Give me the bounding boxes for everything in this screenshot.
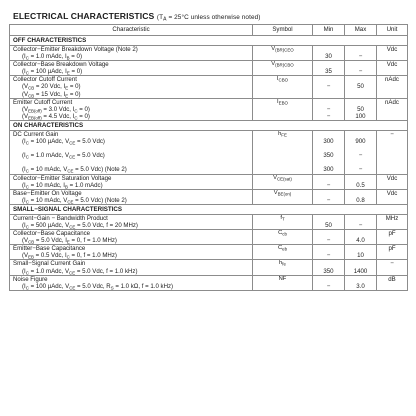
- characteristic-cell: [10, 174, 253, 189]
- symbol-cell: [253, 46, 313, 61]
- min-cell: [313, 214, 345, 229]
- spacer: [316, 131, 341, 138]
- characteristic-name: Base−Emitter On Voltage: [13, 189, 82, 197]
- unit-text: pF: [388, 230, 396, 238]
- min-cell: [313, 46, 345, 61]
- unit-cell: [377, 260, 408, 275]
- value: [316, 159, 341, 166]
- spacer: [316, 276, 341, 283]
- min-cell: [313, 76, 345, 98]
- value: −: [326, 83, 331, 91]
- characteristic-cell: [10, 46, 253, 61]
- unit-text: nAdc: [385, 98, 399, 106]
- spacer: [348, 61, 373, 68]
- spacer: [316, 215, 341, 222]
- symbol-cell: [253, 260, 313, 275]
- max-cell: [345, 174, 377, 189]
- value: [316, 145, 341, 152]
- section-header-row: [10, 36, 408, 46]
- unit-text: Vdc: [386, 61, 398, 69]
- value: −: [358, 221, 363, 229]
- test-condition: ($I_C = 1.0$ mAdc, $I_B = 0$): [22, 53, 82, 61]
- characteristic-cell: [10, 61, 253, 76]
- characteristic-name: Collector−Emitter Saturation Voltage: [13, 174, 112, 182]
- symbol-text: $C_{cb}$: [278, 230, 287, 237]
- symbol-text: NF: [278, 275, 287, 282]
- value: −: [326, 237, 331, 245]
- value: −: [326, 252, 331, 260]
- value: −: [326, 112, 331, 120]
- characteristic-cell: [10, 275, 253, 290]
- test-condition: ($I_C = 100$ µAdc, $V_{CE} = 5.0$ Vdc): [22, 138, 105, 146]
- value: 4.0: [356, 237, 365, 245]
- characteristic-cell: [10, 245, 253, 260]
- test-condition: ($V_{CB} = 15$ Vdc, $I_E = 0$): [22, 90, 81, 99]
- value: −: [358, 166, 363, 174]
- spacer: [316, 230, 341, 237]
- table-row: [10, 46, 408, 61]
- spacer: [316, 175, 341, 182]
- table-row: [10, 260, 408, 275]
- unit-cell: [377, 46, 408, 61]
- spacer: [348, 215, 373, 222]
- section-title: SMALL−SIGNAL CHARACTERISTICS: [10, 204, 408, 214]
- symbol-text: $V_{CE(sat)}$: [273, 174, 292, 181]
- unit-cell: [377, 130, 408, 174]
- table-row: [10, 98, 408, 120]
- spacer: [348, 276, 373, 283]
- unit-text: pF: [388, 245, 396, 253]
- header-max: Max: [345, 25, 377, 36]
- unit-text: Vdc: [386, 174, 398, 182]
- value: 50: [325, 221, 332, 229]
- test-condition: ($I_C = 10$ mAdc, $I_B = 1.0$ mAdc): [22, 181, 103, 190]
- test-condition: [13, 145, 249, 152]
- table-row: [10, 76, 408, 98]
- unit-text: nAdc: [385, 76, 399, 84]
- characteristic-cell: [10, 76, 253, 98]
- max-cell: [345, 98, 377, 120]
- characteristic-name: Collector−Base Capacitance: [13, 230, 91, 238]
- value: 3.0: [356, 282, 365, 290]
- test-condition: ($V_{EB(off)} = 4.5$ Vdc, $I_C = 0$): [22, 112, 90, 121]
- spacer: [348, 230, 373, 237]
- unit-cell: [377, 245, 408, 260]
- test-condition: ($I_C = 1.0$ mAdc, $V_{CE} = 5.0$ Vdc): [22, 152, 105, 160]
- characteristic-name: Current−Gain − Bandwidth Product: [13, 214, 108, 222]
- value: [348, 159, 373, 166]
- value: 50: [357, 83, 364, 91]
- value: 1400: [353, 267, 368, 275]
- unit-cell: [377, 61, 408, 76]
- unit-text: dB: [388, 275, 396, 283]
- test-condition: ($I_C = 10$ mAdc, $V_{CE} = 5.0$ Vdc) (Note 2): [22, 196, 127, 205]
- min-cell: [313, 275, 345, 290]
- test-condition: ($V_{CB} = 20$ Vdc, $I_E = 0$): [22, 83, 81, 91]
- spacer: [348, 190, 373, 197]
- spacer: [348, 99, 373, 106]
- symbol-text: $h_{FE}$: [278, 130, 287, 138]
- characteristic-name: DC Current Gain: [13, 130, 59, 138]
- max-cell: [345, 230, 377, 245]
- value: −: [326, 282, 331, 290]
- min-cell: [313, 61, 345, 76]
- value: 300: [323, 138, 334, 146]
- spacer: [316, 245, 341, 252]
- table-row: [10, 130, 408, 174]
- test-condition: ($V_{CB} = 5.0$ Vdc, $I_E = 0$, f = 1.0 MHz): [22, 237, 117, 245]
- spacer: [316, 46, 341, 53]
- unit-cell: [377, 98, 408, 120]
- spacer: [316, 61, 341, 68]
- max-cell: [345, 189, 377, 204]
- characteristic-cell: [10, 189, 253, 204]
- symbol-text: $I_{EBO}$: [277, 98, 288, 106]
- value: 350: [323, 152, 334, 160]
- value: 50: [357, 105, 364, 113]
- spacer: [348, 131, 373, 138]
- table-row: [10, 174, 408, 189]
- characteristic-cell: [10, 230, 253, 245]
- symbol-cell: [253, 174, 313, 189]
- unit-cell: [377, 189, 408, 204]
- symbol-cell: [253, 230, 313, 245]
- value: 900: [355, 138, 366, 146]
- spacer: [316, 260, 341, 267]
- unit-text: −: [390, 130, 394, 138]
- max-cell: [345, 245, 377, 260]
- characteristic-cell: [10, 214, 253, 229]
- value: 35: [325, 68, 332, 76]
- test-condition: ($I_C = 1.0$ mAdc, $V_{CE} = 5.0$ Vdc, f = 1.0 kHz): [22, 267, 138, 276]
- characteristic-cell: [10, 260, 253, 275]
- table-row: [10, 189, 408, 204]
- min-cell: [313, 230, 345, 245]
- header-symbol: Symbol: [253, 25, 313, 36]
- table-row: [10, 230, 408, 245]
- value: −: [326, 196, 331, 204]
- min-cell: [313, 245, 345, 260]
- symbol-text: $I_{CBO}$: [276, 76, 289, 83]
- symbol-text: $V_{(BR)CBO}$: [271, 61, 294, 68]
- table-row: [10, 245, 408, 260]
- spacer: [316, 190, 341, 197]
- section-header-row: [10, 204, 408, 214]
- unit-cell: [377, 230, 408, 245]
- value: −: [358, 68, 363, 76]
- section-title: ON CHARACTERISTICS: [10, 120, 408, 130]
- symbol-cell: [253, 130, 313, 174]
- min-cell: [313, 174, 345, 189]
- value: 300: [323, 166, 334, 174]
- spacer: [348, 175, 373, 182]
- max-cell: [345, 260, 377, 275]
- value: 0.8: [356, 196, 365, 204]
- min-cell: [313, 260, 345, 275]
- min-cell: [313, 98, 345, 120]
- value: 0.5: [356, 181, 365, 189]
- value: −: [326, 105, 331, 113]
- electrical-characteristics-table: [9, 24, 408, 291]
- max-cell: [345, 76, 377, 98]
- max-cell: [345, 46, 377, 61]
- symbol-cell: [253, 98, 313, 120]
- characteristic-name: Collector−Base Breakdown Voltage: [13, 61, 109, 69]
- unit-cell: [377, 214, 408, 229]
- symbol-cell: [253, 245, 313, 260]
- symbol-cell: [253, 76, 313, 98]
- title-text: ELECTRICAL CHARACTERISTICS: [13, 11, 155, 21]
- value: 10: [357, 252, 364, 260]
- unit-cell: [377, 76, 408, 98]
- symbol-cell: [253, 214, 313, 229]
- characteristic-name: Collector−Emitter Breakdown Voltage (Note 2): [13, 46, 138, 53]
- table-row: [10, 214, 408, 229]
- test-condition: ($I_C = 500$ µAdc, $V_{CE} = 5.0$ Vdc, f = 20 MHz): [22, 221, 138, 230]
- table-row: [10, 61, 408, 76]
- value: 100: [355, 112, 366, 120]
- table-body: [10, 36, 408, 291]
- spacer: [316, 76, 341, 83]
- test-condition: ($I_C = 100$ µAdc, $V_{CE} = 5.0$ Vdc, $R_S = 1.0$ kΩ, f = 1.0 kHz): [22, 282, 174, 291]
- test-condition: ($I_C = 100$ µAdc, $I_E = 0$): [22, 68, 83, 76]
- max-cell: [345, 214, 377, 229]
- test-condition: [13, 159, 249, 166]
- value: −: [358, 53, 363, 61]
- min-cell: [313, 130, 345, 174]
- spacer: [348, 46, 373, 53]
- unit-text: −: [390, 260, 394, 268]
- characteristic-name: Small−Signal Current Gain: [13, 260, 86, 268]
- symbol-text: $V_{(BR)CEO}$: [271, 46, 294, 53]
- symbol-cell: [253, 275, 313, 290]
- spacer: [348, 260, 373, 267]
- value: −: [358, 152, 363, 160]
- symbol-cell: [253, 189, 313, 204]
- header-min: Min: [313, 25, 345, 36]
- characteristic-name: Noise Figure: [13, 275, 48, 283]
- characteristic-name: Emitter Cutoff Current: [13, 98, 73, 106]
- test-condition: ($I_C = 10$ mAdc, $V_{CE} = 5.0$ Vdc) (Note 2): [22, 166, 127, 174]
- max-cell: [345, 130, 377, 174]
- unit-cell: [377, 174, 408, 189]
- characteristic-name: Emitter−Base Capacitance: [13, 245, 86, 253]
- max-cell: [345, 275, 377, 290]
- value: [348, 145, 373, 152]
- header-characteristic: Characteristic: [10, 25, 253, 36]
- spacer: [348, 245, 373, 252]
- characteristic-cell: [10, 98, 253, 120]
- symbol-text: $f_T$: [280, 214, 285, 222]
- unit-text: MHz: [385, 214, 399, 222]
- value: −: [326, 181, 331, 189]
- page-title: [13, 11, 261, 21]
- value: 30: [325, 53, 332, 61]
- unit-cell: [377, 275, 408, 290]
- spacer: [348, 76, 373, 83]
- header-unit: Unit: [377, 25, 408, 36]
- test-condition: ($V_{EB} = 0.5$ Vdc, $I_C = 0$, f = 1.0 MHz): [22, 252, 117, 260]
- table-header-row: [10, 25, 408, 36]
- test-condition: ($V_{EB(off)} = 3.0$ Vdc, $I_C = 0$): [22, 105, 90, 114]
- symbol-cell: [253, 61, 313, 76]
- section-header-row: [10, 120, 408, 130]
- characteristic-name: Collector Cutoff Current: [13, 76, 77, 84]
- value: 350: [323, 267, 334, 275]
- table-row: [10, 275, 408, 290]
- spacer: [316, 99, 341, 106]
- unit-text: Vdc: [386, 46, 398, 53]
- symbol-text: $V_{BE(on)}$: [273, 189, 292, 197]
- min-cell: [313, 189, 345, 204]
- characteristic-cell: [10, 130, 253, 174]
- unit-text: Vdc: [386, 189, 398, 197]
- section-title: OFF CHARACTERISTICS: [10, 36, 408, 46]
- symbol-text: $h_{fe}$: [279, 260, 286, 267]
- max-cell: [345, 61, 377, 76]
- title-conditions: ($T_A = 25^\circ C$ unless otherwise noted): [156, 14, 261, 23]
- value: [348, 91, 373, 98]
- symbol-text: $C_{eb}$: [277, 245, 288, 252]
